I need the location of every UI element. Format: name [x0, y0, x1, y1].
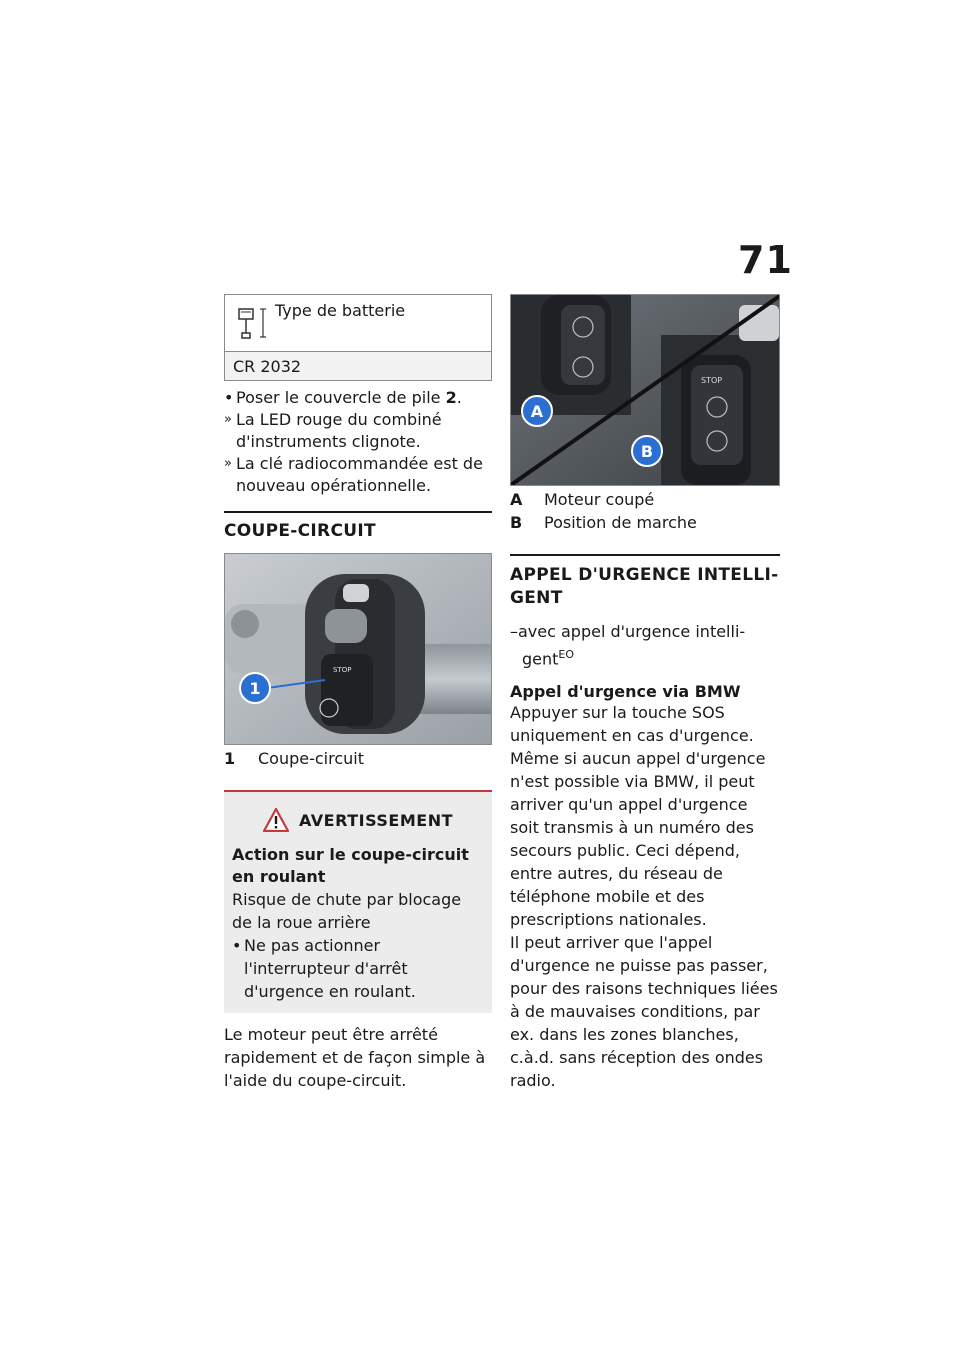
coupe-circuit-paragraph: Le moteur peut être arrêté rapidement et de façon simple à l'aide du coupe-circuit.	[224, 1025, 486, 1090]
caption-text: Moteur coupé	[544, 490, 655, 509]
warning-subtitle: Action sur le coupe-circuit en roulant	[232, 845, 469, 886]
result-marker: »	[224, 456, 232, 471]
figure-caption-b	[510, 513, 780, 532]
caption-letter: A	[510, 490, 523, 509]
warning-bullet	[232, 934, 484, 1003]
caption-letter: B	[510, 513, 523, 532]
figure-caption	[224, 749, 492, 768]
caption-text: Coupe-circuit	[258, 749, 364, 768]
option-suffix: gent	[522, 649, 559, 669]
left-column	[224, 294, 492, 1092]
bullet-marker: •	[224, 388, 234, 407]
figure-marker-a: A	[530, 402, 544, 421]
warning-title: AVERTISSEMENT	[299, 810, 453, 830]
section-divider	[224, 511, 492, 513]
section-title-appel-urgence	[510, 564, 780, 610]
page-number: 71	[738, 238, 793, 282]
battery-icon	[235, 303, 269, 341]
battery-table-header	[225, 295, 492, 352]
battery-type-table	[224, 294, 492, 381]
warning-header	[232, 808, 484, 832]
warning-box	[224, 790, 492, 1013]
warning-bullet-text: Ne pas actionner l'interrupteur d'arrêt d'urgence en roulant.	[244, 936, 416, 1001]
switch-positions-illustration	[511, 295, 780, 485]
switch-illustration	[225, 554, 492, 744]
step-end: .	[456, 388, 462, 407]
result-marker: »	[224, 412, 232, 427]
paragraph-1: Appuyer sur la touche SOS uniquement en cas d'urgence.	[510, 703, 754, 746]
caption-text: Position de marche	[544, 513, 697, 532]
option-text-cont	[510, 643, 780, 670]
step-text: La clé radiocommandée est de nouveau opérationnelle.	[236, 454, 483, 495]
section-title-coupe-circuit: COUPE-CIRCUIT	[224, 521, 376, 541]
paragraph-2: Même si aucun appel d'urgence n'est possible via BMW, il peut arriver qu'un appel d'urgence soit transmis à un numéro des secours public. Ceci dépend, entre autres, du réseau de téléphone mobile et des prescriptions nationales.	[510, 749, 766, 930]
paragraph-3: Il peut arriver que l'appel d'urgence ne puisse pas passer, pour des raisons techniques liées à de mauvaises conditions, par ex. dans les zones blanches, c.à.d. sans réception des ondes radio.	[510, 933, 778, 1091]
warning-triangle-icon	[263, 808, 289, 832]
option-text: –avec appel d'urgence intelli-	[510, 622, 746, 641]
step-ref: 2	[445, 388, 457, 407]
list-item	[224, 387, 492, 409]
warning-risk: Risque de chute par blocage de la roue arrière	[232, 890, 462, 932]
section-divider	[510, 554, 780, 556]
step-text: Poser le couvercle de pile	[236, 388, 446, 407]
caption-number: 1	[224, 749, 236, 768]
stop-label: STOP	[333, 666, 352, 674]
steps-list	[224, 387, 492, 497]
subsection-title: Appel d'urgence via BMW	[510, 682, 741, 702]
bullet-marker: •	[232, 936, 242, 955]
figure-marker-b: B	[640, 442, 654, 461]
handlebar-switch-photo	[224, 553, 492, 745]
section-title-line: APPEL D'URGENCE INTELLI-	[510, 565, 779, 585]
figure-caption-a	[510, 490, 780, 509]
right-column	[510, 294, 780, 1092]
list-item	[224, 409, 492, 453]
battery-type-value: CR 2032	[225, 352, 492, 381]
section-title-line: GENT	[510, 588, 563, 608]
option-line	[510, 620, 780, 670]
list-item	[224, 453, 492, 497]
battery-type-label: Type de batterie	[275, 301, 406, 320]
stop-label: STOP	[701, 376, 723, 385]
figure-marker-1: 1	[249, 679, 261, 698]
switch-positions-photo	[510, 294, 780, 486]
option-superscript: EO	[558, 648, 575, 661]
step-text: La LED rouge du combiné d'instruments clignote.	[236, 410, 442, 451]
